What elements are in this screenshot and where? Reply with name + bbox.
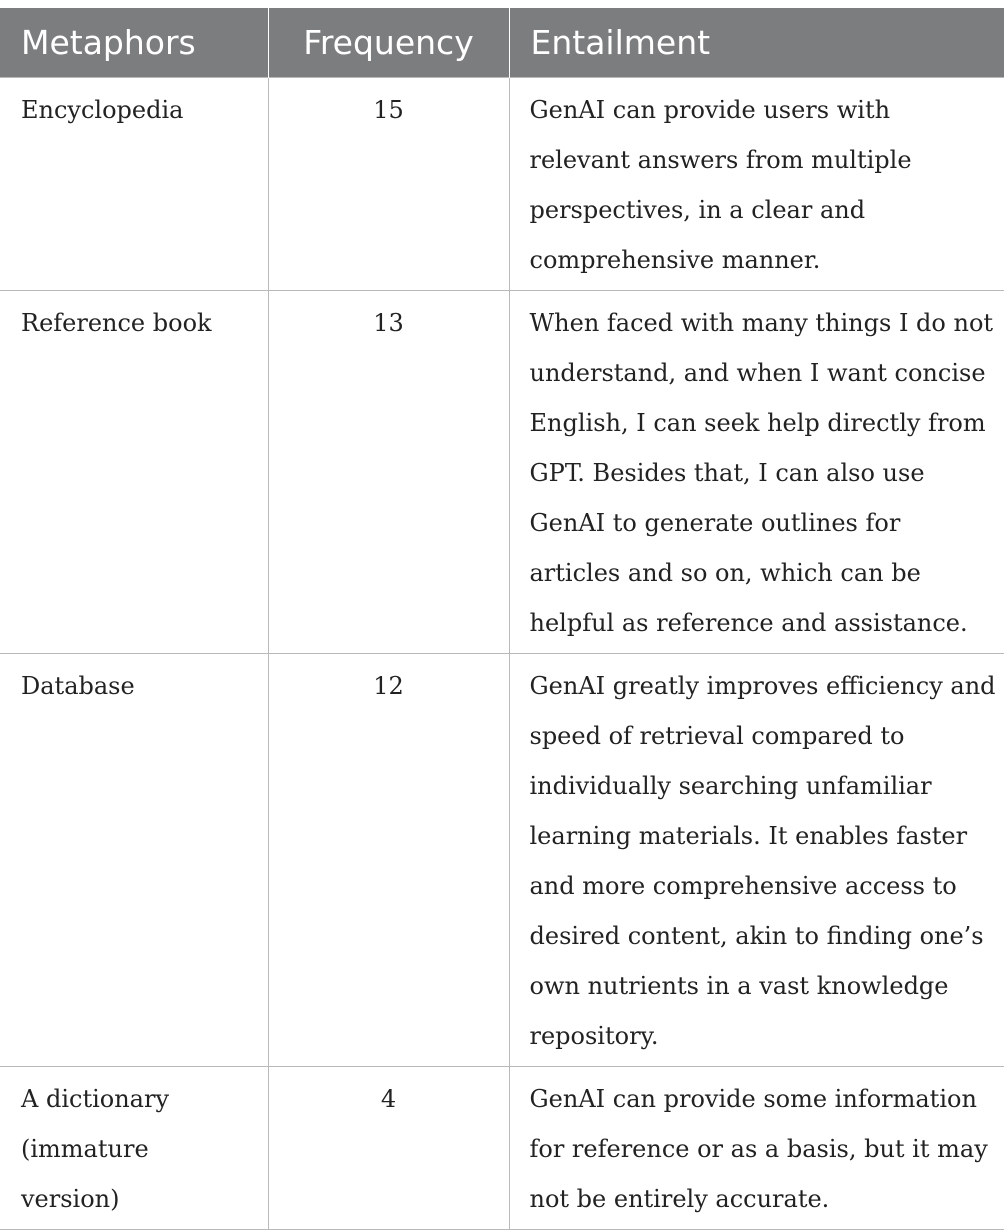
table-header (0, 8, 1004, 77)
header-row (0, 8, 1004, 77)
table-row (0, 653, 1004, 1066)
entailment-cell: GenAI can provide some information for reference or as a basis, but it may not be entirely accurate. (509, 1066, 1004, 1229)
entailment-cell: When faced with many things I do not understand, and when I want concise English, I can seek help directly from GPT. Besides that, I can also use GenAI to generate outlines for articles and so on, which can be helpful as reference and assistance. (509, 290, 1004, 653)
header-metaphors: Metaphors (0, 8, 268, 77)
metaphor-cell: A dictionary (immature version) (0, 1066, 268, 1229)
frequency-cell: 4 (268, 1066, 509, 1229)
entailment-cell: GenAI greatly improves efficiency and speed of retrieval compared to individually searching unfamiliar learning materials. It enables faster and more comprehensive access to desired content, akin to finding one’s own nutrients in a vast knowledge repository. (509, 653, 1004, 1066)
header-entailment: Entailment (509, 8, 1004, 77)
metaphor-cell: Database (0, 653, 268, 1066)
metaphor-cell: Reference book (0, 290, 268, 653)
metaphors-table (0, 8, 1004, 1230)
table-row (0, 290, 1004, 653)
entailment-cell: GenAI can provide users with relevant answers from multiple perspectives, in a clear and comprehensive manner. (509, 77, 1004, 290)
frequency-cell: 12 (268, 653, 509, 1066)
table-body (0, 77, 1004, 1229)
frequency-cell: 13 (268, 290, 509, 653)
table-row (0, 77, 1004, 290)
metaphor-cell: Encyclopedia (0, 77, 268, 290)
header-frequency: Frequency (268, 8, 509, 77)
table-row (0, 1066, 1004, 1229)
frequency-cell: 15 (268, 77, 509, 290)
